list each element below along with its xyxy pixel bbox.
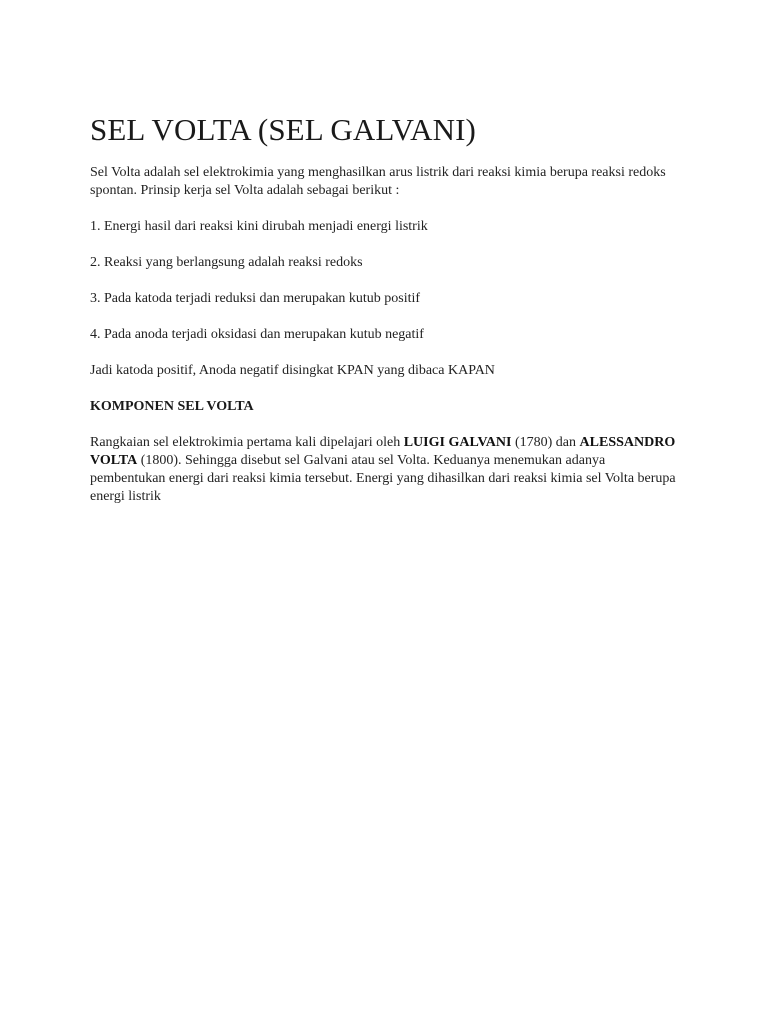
list-item-4: 4. Pada anoda terjadi oksidasi dan merupakan kutub negatif [90,327,424,342]
summary-paragraph: Jadi katoda positif, Anoda negatif disingkat KPAN yang dibaca KAPAN [90,363,495,378]
list-item-1: 1. Energi hasil dari reaksi kini dirubah menjadi energi listrik [90,219,428,234]
document-title: SEL VOLTA (SEL GALVANI) [90,112,476,147]
section-heading: KOMPONEN SEL VOLTA [90,399,254,414]
components-paragraph [90,434,680,506]
scientist-name-volta: ALESSANDRO VOLTA [90,435,676,468]
components-text-1: Rangkaian sel elektrokimia pertama kali dipelajari oleh [90,435,404,450]
components-text-3: (1800). Sehingga disebut sel Galvani atau sel Volta. Keduanya menemukan adanya pembentukan energi dari reaksi kimia tersebut. Energi yang dihasilkan dari reaksi kimia sel Volta berupa energi listrik [90,453,676,504]
list-item-2: 2. Reaksi yang berlangsung adalah reaksi redoks [90,255,363,270]
document-content [90,108,680,506]
components-text-2: (1780) dan [511,435,580,450]
intro-paragraph: Sel Volta adalah sel elektrokimia yang menghasilkan arus listrik dari reaksi kimia berupa reaksi redoks spontan. Prinsip kerja sel Volta adalah sebagai berikut : [90,165,666,198]
scientist-name-galvani: LUIGI GALVANI [403,435,512,450]
list-item-3: 3. Pada katoda terjadi reduksi dan merupakan kutub positif [90,291,421,306]
